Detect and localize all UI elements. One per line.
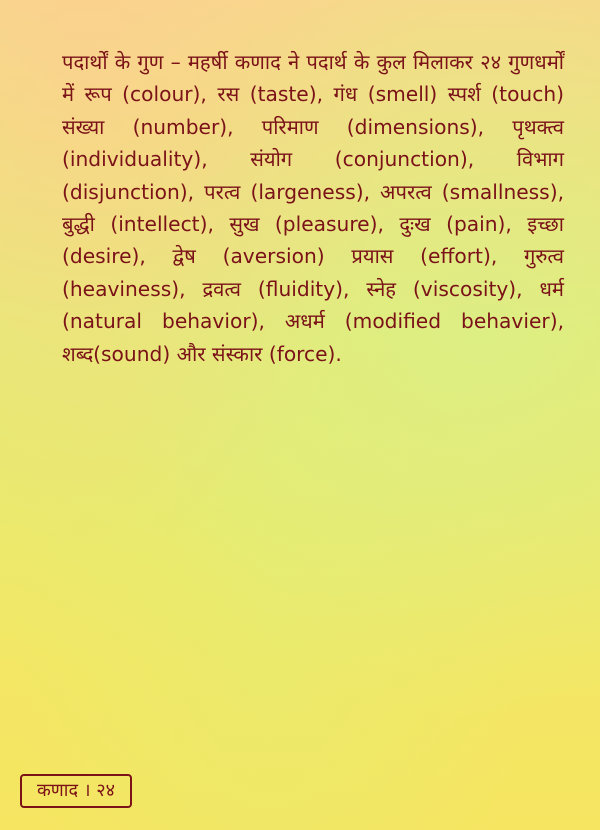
page-footer: [20, 774, 132, 808]
body-text: [62, 46, 564, 370]
footer-label: कणाद । २४: [36, 780, 116, 801]
body-paragraph: पदार्थों के गुण – महर्षी कणाद ने पदार्थ के कुल मिलाकर २४ गुणधर्मों में रूप (colour), रस (taste), गंध (smell) स्पर्श (touch) संख्या (number), परिमाण (dimensions), पृथक्त्व (individuality), संयोग (conjunction), विभाग (disjunction), परत्व (largeness), अपरत्व (smallness), बुद्धी (intellect), सुख (pleasure), दुःख (pain), इच्छा (desire), द्वेष (aversion) प्रयास (effort), गुरुत्व (heaviness), द्रवत्व (fluidity), स्नेह (viscosity), धर्म (natural behavior), अधर्म (modified behavier), शब्द(sound) और संस्कार (force).: [62, 50, 564, 366]
